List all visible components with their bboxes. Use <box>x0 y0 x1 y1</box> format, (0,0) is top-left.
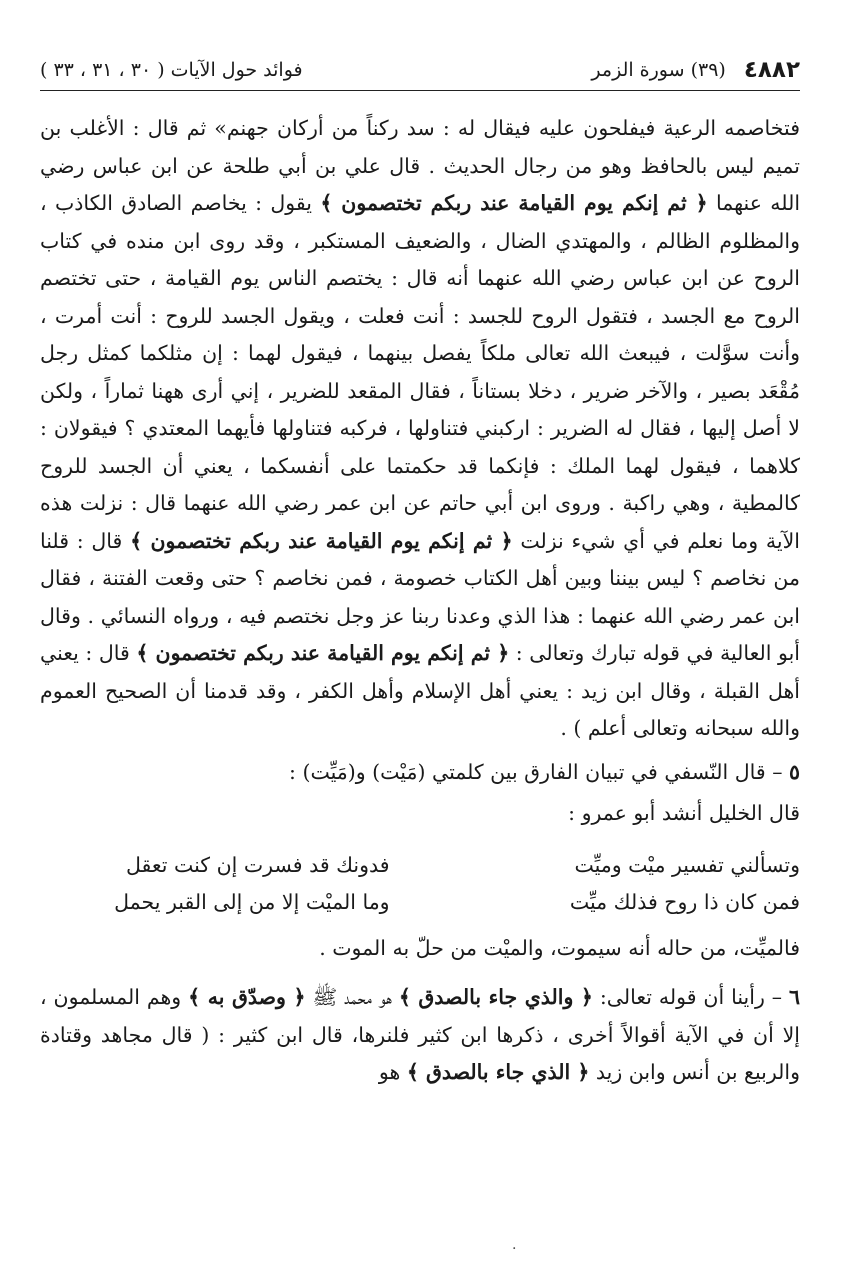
page-body <box>40 110 800 1092</box>
paragraph-1 <box>40 110 800 748</box>
footer-mark: . <box>512 1237 517 1253</box>
text-segment: هو <box>378 1060 407 1084</box>
section-6 <box>40 979 800 1092</box>
text-segment: يقول : يخاصم الصادق الكاذب ، والمظلوم الظالم ، والمهتدي الضال ، والضعيف المستكبر ، وقد روى ابن منده في كتاب الروح عن ابن عباس رضي الله عنهما أنه قال : يختصم الناس يوم القيامة ، حتى تختصم الروح مع الجسد ، فتقول الروح للجسد : أنت فعلت ، ويقول الجسد للروح : أنت أمرت ، وأنت سوَّلت ، فيبعث الله تعالى ملكاً يفصل بينهما ، فيقول لهما : إن مثلكما كمثل رجل مُقْعَد بصير ، والآخر ضرير ، دخلا بستاناً ، فقال المقعد للضرير ، إني أرى ههنا ثماراً ، ولكن لا أصل إليها ، فقال له الضرير : اركبني فتناولها ، فركبه فتناولها فأيهما المعتدي ؟ فيقولان : كلاهما ، فيقول لهما الملك : فإنكما قد حكمتما على أنفسكما ، يعني أن الجسد للروح كالمطية ، وهي راكبة . وروى ابن أبي حاتم عن ابن عمر رضي الله عنهما قال : نزلت هذه الآية وما نعلم في أي شيء نزلت <box>40 191 800 553</box>
poem-line <box>40 884 800 922</box>
section-number: ٥ <box>788 759 800 784</box>
text-segment: وهم المسلمون ، إلا أن في الآية أقوالاً أخرى ، ذكرها ابن كثير فلنرها، قال ابن كثير : ( قال مجاهد وقتادة والربيع بن أنس وابن زيد <box>40 985 800 1084</box>
text-segment: – رأينا أن قوله تعالى: <box>592 985 789 1009</box>
page-header <box>40 50 800 91</box>
text-segment: قال : يعني أهل القبلة ، وقال ابن زيد : يعني أهل الإسلام وأهل الكفر ، وقد قدمنا أن الصحيح العموم والله سبحانه وتعالى أعلم ) . <box>40 641 800 740</box>
page-number: ٤٨٨٢ <box>743 57 800 83</box>
sura-title: (٣٩) سورة الزمر <box>591 59 726 81</box>
hemistich-second: فدونك قد فسرت إن كنت تعقل <box>125 852 390 877</box>
quran-quote: ﴿ ثم إنكم يوم القيامة عند ربكم تختصمون ﴾ <box>130 528 513 553</box>
topic-title: فوائد حول الآيات ( ٣٠ ، ٣١ ، ٣٣ ) <box>40 59 303 81</box>
text-segment: قال : قلنا من نخاصم ؟ ليس بيننا وبين أهل الكتاب خصومة ، فمن نخاصم ؟ حتى وقعت الفتنة ، فقال ابن عمر رضي الله عنهما : هذا الذي وعدنا ربنا عز وجل نختصم فيه ، ورواه النسائي . وقال أبو العالية في قوله تبارك وتعالى : <box>40 528 800 665</box>
poem-explanation: فالميِّت، من حاله أنه سيموت، والميْت من حلّ به الموت . <box>319 935 800 960</box>
quran-quote: ﴿ وصدّق به ﴾ <box>188 985 306 1009</box>
quran-quote: ﴿ ثم إنكم يوم القيامة عند ربكم تختصمون ﴾ <box>136 641 510 665</box>
text-segment: فتخاصمه الرعية فيفلحون عليه فيقال له : سد ركناً من أركان جهنم» ثم قال : الأغلب بن تميم ليس بالحافظ وهو من رجال الحديث . قال علي بن أبي طلحة عن ابن عباس رضي الله عنهما <box>40 116 801 215</box>
hemistich-first: فمن كان ذا روح فذلك ميِّت <box>569 890 800 914</box>
quran-quote: ﴿ والذي جاء بالصدق ﴾ <box>398 985 593 1009</box>
section-title: – قال النّسفي في تبيان الفارق بين كلمتي (مَيْت) و(مَيِّت) : <box>289 759 789 784</box>
hemistich-second: وما الميْت إلا من إلى القبر يحمل <box>114 890 390 914</box>
section-number: ٦ <box>788 985 800 1009</box>
poem-intro: قال الخليل أنشد أبو عمرو : <box>568 801 800 825</box>
quran-quote: ﴿ ثم إنكم يوم القيامة عند ربكم تختصمون ﴾ <box>320 191 708 215</box>
poem <box>40 847 800 922</box>
hemistich-first: وتسألني تفسير ميْت وميِّت <box>574 852 800 877</box>
poem-line <box>40 847 800 885</box>
section-5-heading <box>40 754 800 792</box>
header-right <box>591 57 800 83</box>
text-segment: هو محمد ﷺ <box>305 985 399 1009</box>
quran-quote: ﴿ الذي جاء بالصدق ﴾ <box>406 1060 590 1084</box>
